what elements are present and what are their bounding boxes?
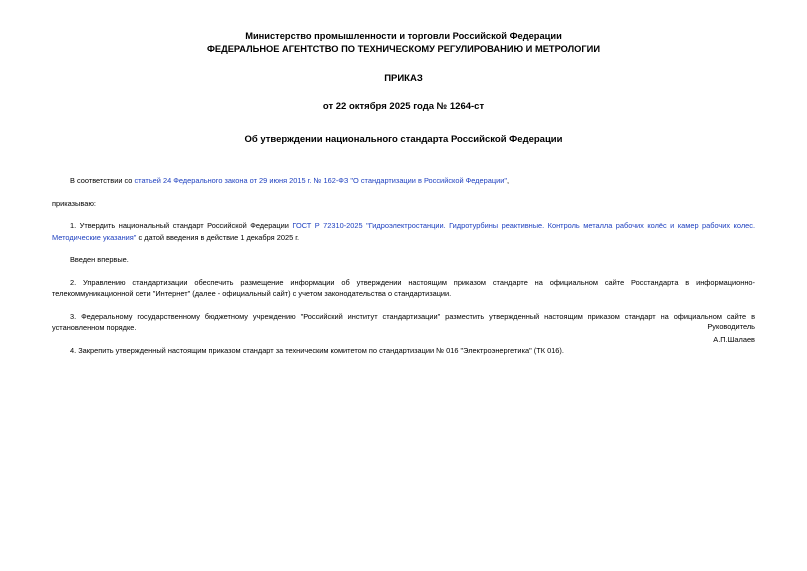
document-date-number: от 22 октября 2025 года № 1264-ст <box>322 101 485 112</box>
item-1-prefix-text: 1. Утвердить национальный стандарт Российской Федерации <box>70 221 293 230</box>
item-1-suffix-text: с датой введения в действие 1 декабря 2025 г. <box>136 232 300 242</box>
order-verb-paragraph: приказываю: <box>52 198 96 208</box>
item-2-paragraph: 2. Управлению стандартизации обеспечить размещение информации об утверждении настоящим приказом стандарте на официальном сайте Росстандарта в информационно-телекоммуникационной сети "Интернет" (далее - официальный сайт) с учетом законодательства о стандартизации. <box>52 277 755 298</box>
document-body <box>52 175 755 356</box>
item-1-paragraph <box>52 220 755 243</box>
ministry-heading: Министерство промышленности и торговли Российской Федерации <box>245 31 562 41</box>
introduced-first-time-paragraph: Введен впервые. <box>70 255 129 264</box>
document-title: Об утверждении национального стандарта Российской Федерации <box>244 134 563 145</box>
preamble-suffix-text: , <box>506 176 510 185</box>
preamble-prefix-text: В соответствии со <box>70 176 135 185</box>
item-4-paragraph: 4. Закрепить утвержденный настоящим приказом стандарт за техническим комитетом по стандартизации № 016 "Электроэнергетика" (ТК 016). <box>70 345 564 355</box>
signatory-name: А.П.Шалаев <box>713 335 755 344</box>
federal-law-link[interactable]: статьей 24 Федерального закона от 29 июня 2015 г. № 162-ФЗ "О стандартизации в Российской Федерации" <box>134 176 507 185</box>
item-3-paragraph: 3. Федеральному государственному бюджетному учреждению "Российский институт стандартизации" разместить утвержденный настоящим приказом стандарт на официальном сайте в установленном порядке. <box>52 311 755 332</box>
agency-heading: ФЕДЕРАЛЬНОЕ АГЕНТСТВО ПО ТЕХНИЧЕСКОМУ РЕГУЛИРОВАНИЮ И МЕТРОЛОГИИ <box>206 44 601 54</box>
signatory-position: Руководитель <box>707 322 755 331</box>
document-type-heading: ПРИКАЗ <box>384 73 423 84</box>
signature-block <box>707 320 755 346</box>
preamble-paragraph <box>52 175 755 187</box>
gost-standard-link[interactable]: ГОСТ Р 72310-2025 "Гидроэлектростанции. Гидротурбины реактивные. Контроль металла рабочих колёс и камер рабочих колес. Методические указания" <box>52 221 755 242</box>
